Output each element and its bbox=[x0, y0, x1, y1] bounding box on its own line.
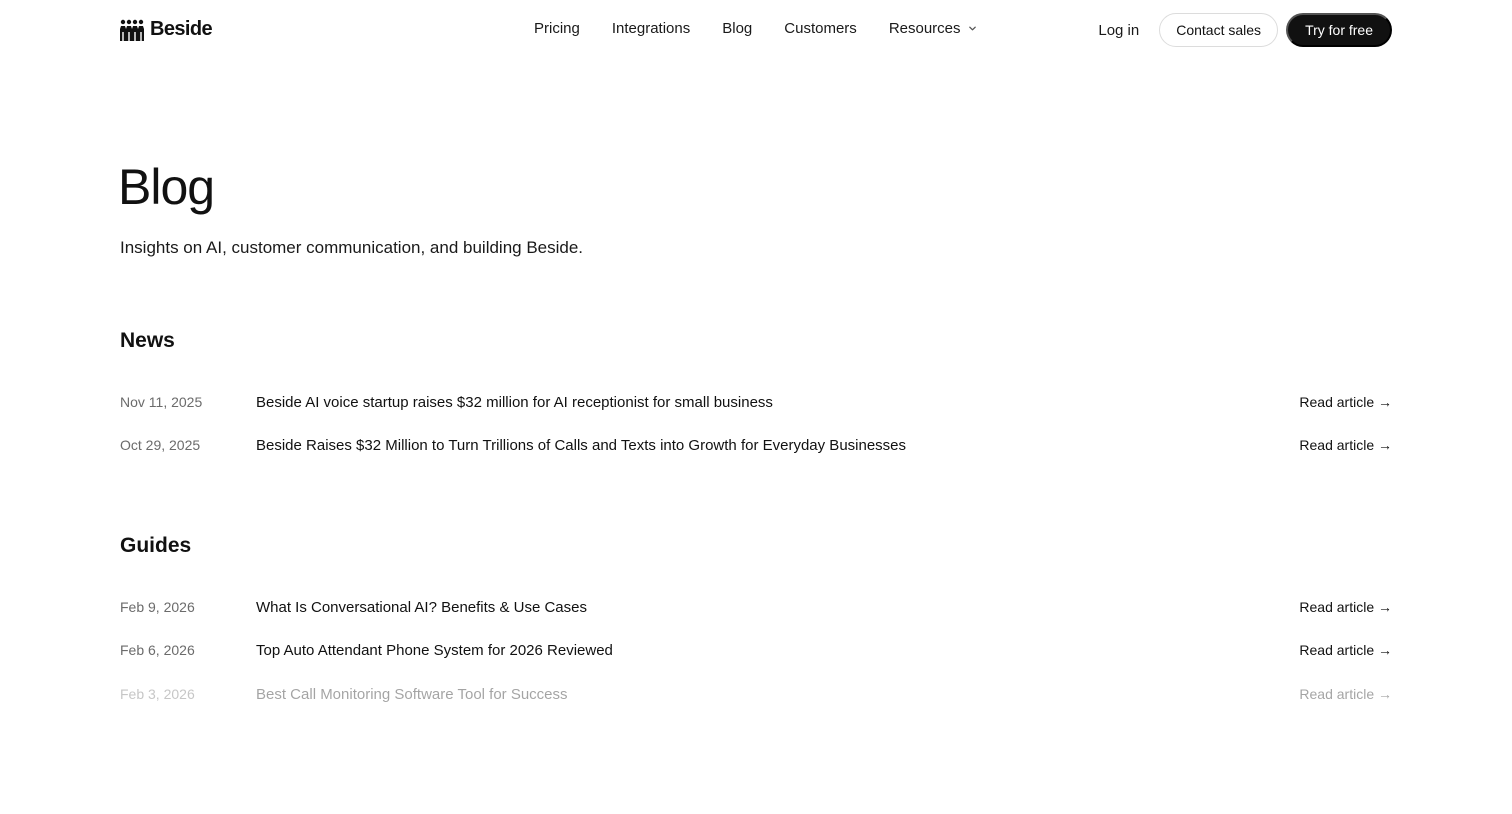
contact-sales-button[interactable]: Contact sales bbox=[1159, 13, 1278, 47]
header-actions bbox=[1098, 13, 1392, 47]
article-title-link[interactable]: Beside AI voice startup raises $32 million for AI receptionist for small business bbox=[256, 393, 773, 411]
brand-logo[interactable] bbox=[120, 18, 212, 41]
read-article-link[interactable]: Read article → bbox=[1299, 642, 1392, 658]
brand-name: Beside bbox=[150, 18, 212, 40]
article-date: Feb 6, 2026 bbox=[120, 642, 195, 658]
article-title-link[interactable]: Best Call Monitoring Software Tool for Success bbox=[256, 685, 568, 703]
section-title-news: News bbox=[120, 329, 175, 352]
section-title-guides: Guides bbox=[120, 534, 192, 557]
try-for-free-button[interactable]: Try for free bbox=[1286, 13, 1392, 47]
article-date: Feb 3, 2026 bbox=[120, 686, 195, 702]
article-date: Oct 29, 2025 bbox=[120, 437, 201, 453]
page-title: Blog bbox=[118, 159, 215, 215]
article-row bbox=[120, 638, 1392, 662]
article-row bbox=[120, 682, 1392, 706]
article-title-link[interactable]: Beside Raises $32 Million to Turn Trillions of Calls and Texts into Growth for Everyday Businesses bbox=[256, 436, 907, 454]
article-title-link[interactable]: What Is Conversational AI? Benefits & Use Cases bbox=[256, 598, 587, 616]
beside-logo-icon bbox=[120, 19, 144, 41]
nav-blog[interactable]: Blog bbox=[722, 20, 753, 37]
main-nav bbox=[534, 20, 977, 37]
read-article-link[interactable]: Read article → bbox=[1299, 394, 1392, 410]
article-date: Feb 9, 2026 bbox=[120, 599, 195, 615]
nav-resources-label: Resources bbox=[888, 20, 961, 37]
article-date: Nov 11, 2025 bbox=[120, 394, 203, 410]
nav-resources[interactable] bbox=[889, 20, 977, 37]
read-article-link[interactable]: Read article → bbox=[1299, 686, 1392, 702]
chevron-down-icon bbox=[968, 24, 977, 33]
nav-integrations[interactable]: Integrations bbox=[611, 20, 691, 37]
site-header bbox=[0, 0, 1512, 60]
read-article-link[interactable]: Read article → bbox=[1299, 599, 1392, 615]
read-article-link[interactable]: Read article → bbox=[1299, 437, 1392, 453]
nav-pricing[interactable]: Pricing bbox=[534, 20, 580, 37]
article-row bbox=[120, 433, 1392, 457]
article-title-link[interactable]: Top Auto Attendant Phone System for 2026 Reviewed bbox=[256, 641, 613, 659]
login-link[interactable]: Log in bbox=[1098, 21, 1140, 39]
nav-customers[interactable]: Customers bbox=[784, 20, 857, 37]
article-row bbox=[120, 390, 1392, 414]
article-row bbox=[120, 595, 1392, 619]
page-subtitle: Insights on AI, customer communication, and building Beside. bbox=[120, 238, 584, 257]
